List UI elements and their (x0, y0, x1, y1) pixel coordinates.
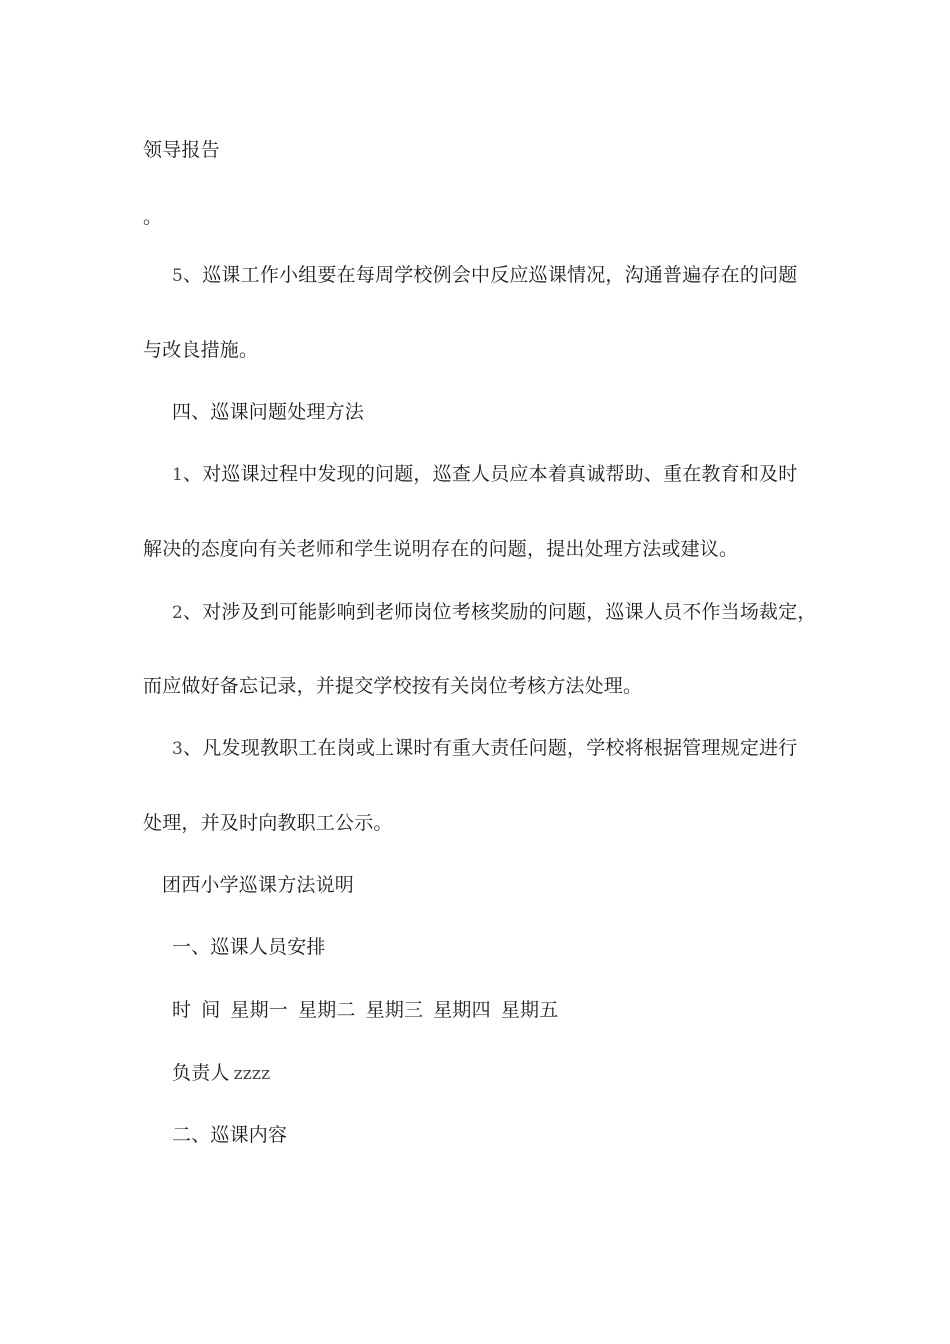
text-line: 处理，并及时向教职工公示。 (143, 812, 393, 834)
text-line: 解决的态度向有关老师和学生说明存在的问题，提出处理方法或建议。 (143, 538, 739, 560)
schedule-header-row (172, 998, 558, 1022)
text-line: 、对涉及到可能影响到老师岗位考核奖励的问题，巡课人员不作当场裁定， (183, 601, 817, 623)
schedule-header-cell: 星期五 (500, 999, 559, 1021)
text-line: 而应做好备忘记录，并提交学校按有关岗位考核方法处理。 (143, 675, 643, 697)
numbered-paragraph (172, 600, 817, 625)
schedule-header-cell: 星期三 (365, 999, 424, 1021)
schedule-header-cell: 星期二 (298, 999, 356, 1021)
item-number: 3 (172, 739, 184, 759)
text-line: 、巡课工作小组要在每周学校例会中反应巡课情况，沟通普遍存在的问题 (183, 264, 798, 286)
item-number: 5 (172, 266, 184, 286)
numbered-paragraph (172, 462, 797, 487)
text-line: 领导报告 (143, 139, 220, 161)
section-heading: 一、巡课人员安排 (172, 936, 326, 958)
schedule-header-cell: 时 (172, 999, 192, 1021)
schedule-header-cell: 星期四 (433, 999, 491, 1021)
text-line: 与改良措施。 (143, 339, 259, 361)
responsible-row (172, 1061, 270, 1086)
item-number: 2 (172, 603, 184, 623)
numbered-paragraph (172, 736, 797, 761)
responsible-label: 负责人 (172, 1062, 230, 1084)
section-heading: 二、巡课内容 (172, 1124, 288, 1146)
schedule-header-cell: 间 (201, 999, 221, 1021)
text-line: 、凡发现教职工在岗或上课时有重大责任问题，学校将根据管理规定进行 (183, 737, 798, 759)
document-title: 团西小学巡课方法说明 (162, 874, 355, 896)
numbered-paragraph (172, 263, 797, 288)
responsible-value: zzzz (233, 1064, 271, 1084)
text-line: 。 (143, 206, 163, 228)
schedule-header-cell: 星期一 (230, 999, 289, 1021)
section-heading: 四、巡课问题处理方法 (172, 401, 365, 423)
text-line: 、对巡课过程中发现的问题，巡查人员应本着真诚帮助、重在教育和及时 (183, 463, 798, 485)
item-number: 1 (172, 465, 184, 485)
